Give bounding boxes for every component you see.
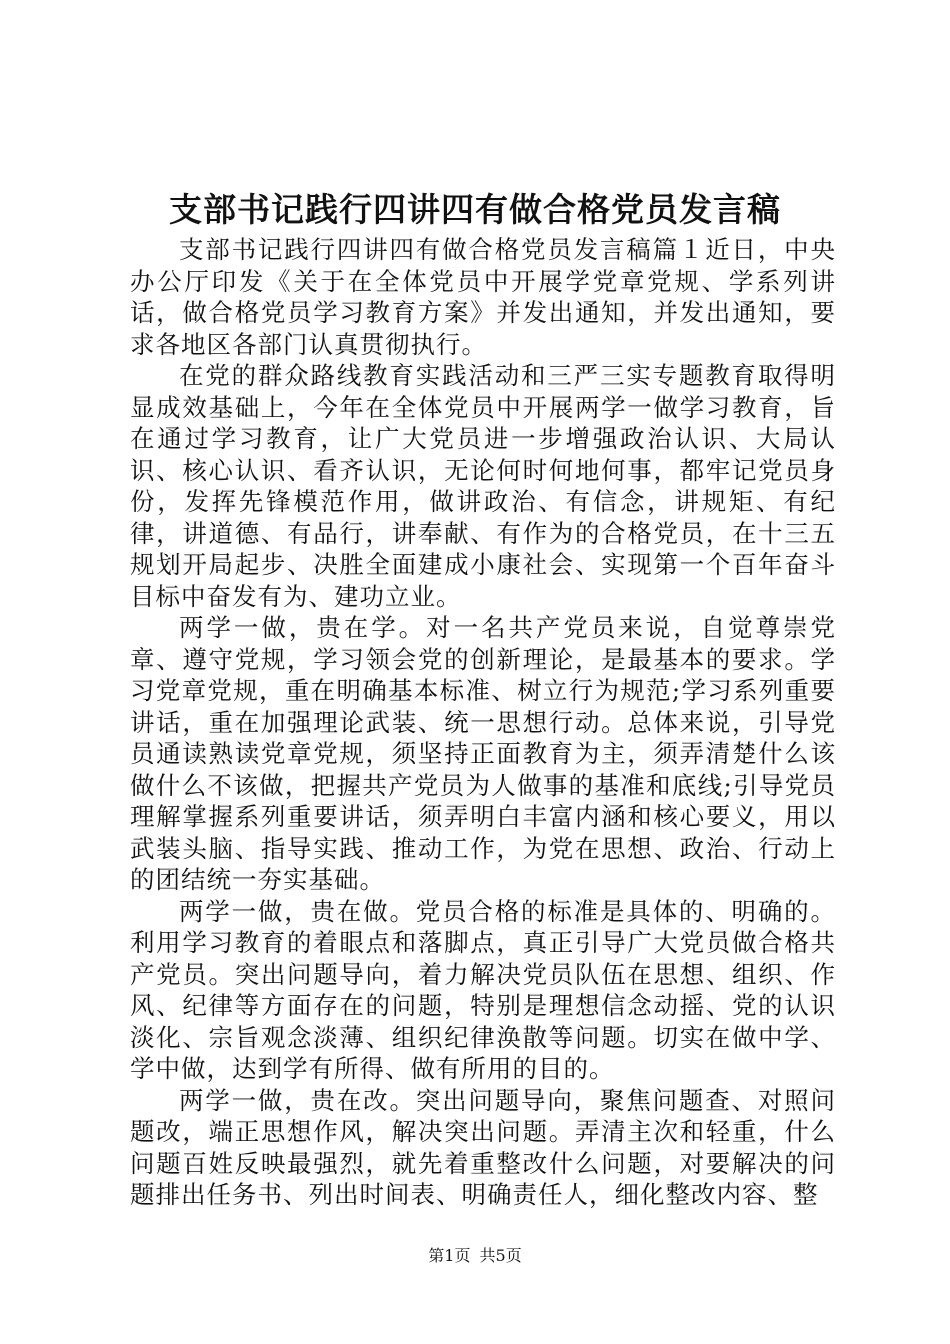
paragraph-5: 两学一做，贵在改。突出问题导向，聚焦问题查、对照问题改，端正思想作风，解决突出问题。弄清主次和轻重，什么问题百姓反映最强烈，就先着重整改什么问题，对要解决的问题排出任务书、列出时间表、明确责任人，细化整改内容、整 — [130, 1085, 836, 1209]
page-total: 共5页 — [479, 1246, 522, 1265]
paragraph-1: 支部书记践行四讲四有做合格党员发言稿篇１近日，中央办公厅印发《关于在全体党员中开展学党章党规、学系列讲话，做合格党员学习教育方案》并发出通知，并发出通知，要求各地区各部门认真贯彻执行。 — [130, 235, 836, 359]
document-title: 支部书记践行四讲四有做合格党员发言稿 — [169, 190, 781, 229]
paragraph-2: 在党的群众路线教育实践活动和三严三实专题教育取得明显成效基础上，今年在全体党员中开展两学一做学习教育，旨在通过学习教育，让广大党员进一步增强政治认识、大局认识、核心认识、看齐认识，无论何时何地何事，都牢记党员身份，发挥先锋模范作用，做讲政治、有信念，讲规矩、有纪律，讲道德、有品行，讲奉献、有作为的合格党员，在十三五规划开局起步、决胜全面建成小康社会、实现第一个百年奋斗目标中奋发有为、建功立业。 — [130, 361, 836, 611]
page-number: 第1页 — [428, 1246, 471, 1265]
document-body — [130, 234, 836, 1211]
paragraph-3: 两学一做，贵在学。对一名共产党员来说，自觉尊崇党章、遵守党规，学习领会党的创新理论，是最基本的要求。学习党章党规，重在明确基本标准、树立行为规范;学习系列重要讲话，重在加强理论武装、统一思想行动。总体来说，引导党员通读熟读党章党规，须坚持正面教育为主，须弄清楚什么该做什么不该做，把握共产党员为人做事的基准和底线;引导党员理解掌握系列重要讲话，须弄明白丰富内涵和核心要义，用以武装头脑、指导实践、推动工作，为党在思想、政治、行动上的团结统一夯实基础。 — [130, 613, 836, 894]
page-footer — [0, 1244, 950, 1268]
paragraph-4: 两学一做，贵在做。党员合格的标准是具体的、明确的。利用学习教育的着眼点和落脚点，真正引导广大党员做合格共产党员。突出问题导向，着力解决党员队伍在思想、组织、作风、纪律等方面存在的问题，特别是理想信念动摇、党的认识淡化、宗旨观念淡薄、组织纪律涣散等问题。切实在做中学、学中做，达到学有所得、做有所用的目的。 — [130, 896, 836, 1083]
